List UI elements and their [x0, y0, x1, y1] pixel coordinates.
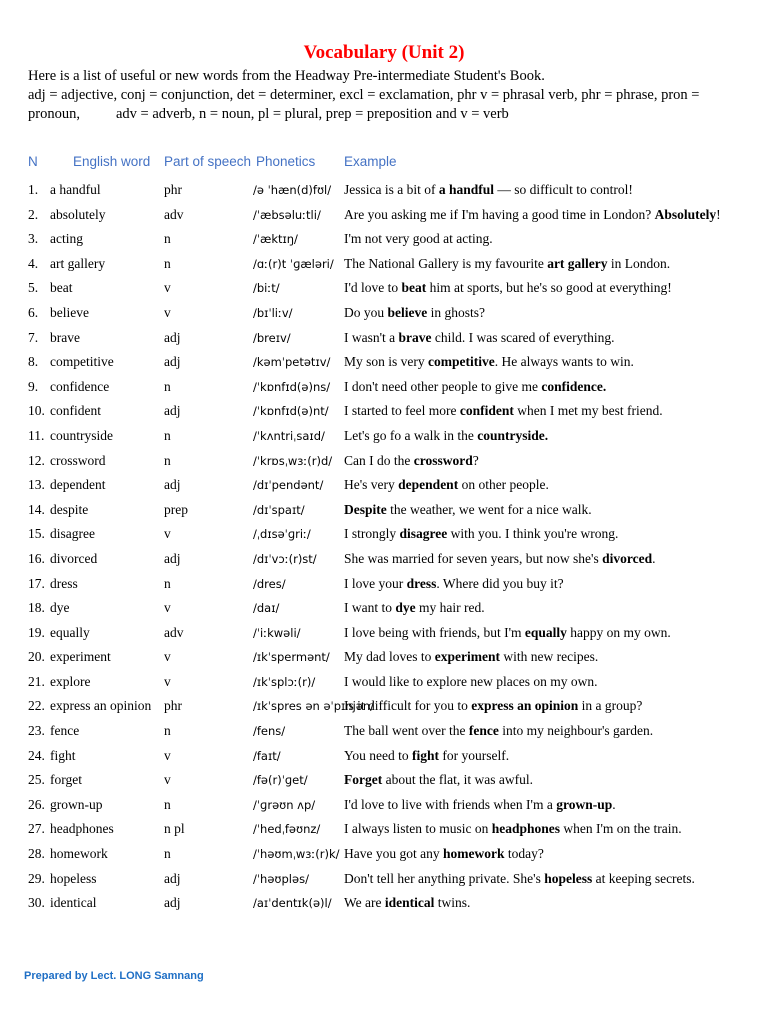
example-keyword: dress — [406, 575, 437, 591]
english-word: homework — [50, 846, 108, 862]
row-number: 3. — [28, 231, 39, 247]
row-number: 18. — [28, 600, 45, 616]
abbreviation-key: adj = adjective, conj = conjunction, det = determiner, excl = exclamation, phr v = phrasal verb, phr = phrase, pron = — [28, 87, 700, 103]
table-row — [0, 305, 768, 330]
part-of-speech: n — [164, 575, 171, 591]
part-of-speech: n — [164, 255, 171, 271]
english-word: hopeless — [50, 870, 97, 886]
example-sentence — [344, 477, 549, 493]
row-number: 13. — [28, 477, 45, 493]
example-sentence — [344, 723, 653, 739]
english-word: acting — [50, 231, 83, 247]
header-part-of-speech: Part of speech — [164, 154, 252, 169]
example-text: I'd love to live with friends when I'm a — [344, 796, 557, 812]
example-sentence — [344, 576, 564, 592]
example-sentence — [344, 772, 533, 788]
phonetics: /ə ˈhæn(d)fʊl/ — [253, 183, 332, 197]
english-word: dependent — [50, 477, 106, 493]
part-of-speech: v — [164, 600, 171, 616]
part-of-speech: n pl — [164, 821, 185, 837]
example-sentence — [344, 330, 614, 346]
part-of-speech: phr — [164, 698, 182, 714]
abbreviation-key-cont — [28, 105, 748, 124]
row-number: 19. — [28, 624, 45, 640]
table-row — [0, 379, 768, 404]
example-text: — so difficult to control! — [494, 182, 633, 197]
example-text: Don't tell her anything private. She's — [344, 870, 545, 886]
example-sentence — [344, 698, 642, 714]
phonetics: /ˈhəʊpləs/ — [253, 871, 309, 886]
part-of-speech: adj — [164, 354, 181, 370]
table-row — [0, 330, 768, 355]
phonetics: /biːt/ — [253, 281, 280, 296]
table-row — [0, 871, 768, 896]
english-word: fence — [50, 723, 80, 739]
english-word: a handful — [50, 182, 101, 197]
example-sentence — [344, 403, 663, 419]
example-sentence — [344, 551, 656, 567]
english-word: fight — [50, 747, 76, 763]
example-text: child. I was scared of everything. — [431, 329, 615, 345]
example-keyword: disagree — [399, 526, 448, 542]
example-text: I would like to explore new places on my own. — [344, 673, 598, 689]
english-word: identical — [50, 895, 97, 911]
example-text: We are — [344, 895, 385, 911]
example-keyword: grown-up — [556, 796, 613, 812]
example-keyword: dependent — [398, 477, 459, 493]
example-text: I love being with friends, but I'm — [344, 624, 525, 640]
row-number: 10. — [28, 403, 45, 419]
example-text: My dad loves to — [344, 649, 435, 665]
example-sentence — [344, 871, 695, 887]
row-number: 14. — [28, 501, 45, 517]
english-word: art gallery — [50, 255, 106, 271]
phonetics: /faɪt/ — [253, 748, 281, 763]
example-sentence — [344, 207, 721, 223]
example-keyword: Absolutely — [654, 206, 717, 222]
example-keyword: Despite — [344, 501, 387, 517]
part-of-speech: adj — [164, 550, 181, 566]
example-keyword: confidence. — [541, 378, 607, 394]
part-of-speech: v — [164, 673, 171, 689]
row-number: 27. — [28, 821, 45, 837]
example-sentence — [344, 428, 548, 444]
example-text: ? — [472, 452, 479, 468]
row-number: 25. — [28, 772, 45, 788]
phonetics: /ˌdɪsəˈɡriː/ — [253, 527, 311, 542]
example-sentence — [344, 600, 485, 616]
part-of-speech: v — [164, 526, 171, 542]
table-row — [0, 649, 768, 674]
example-text: with new recipes. — [499, 649, 599, 665]
english-word: express an opinion — [50, 698, 152, 714]
table-row — [0, 698, 768, 723]
phonetics: /ˈɡrəʊn ʌp/ — [253, 797, 316, 812]
english-word: competitive — [50, 354, 114, 370]
table-header — [0, 154, 768, 174]
row-number: 6. — [28, 304, 39, 320]
table-row — [0, 453, 768, 478]
example-text: Have you got any — [344, 846, 443, 862]
example-keyword: hopeless — [544, 870, 593, 886]
part-of-speech: adj — [164, 329, 181, 345]
example-keyword: fight — [412, 747, 440, 763]
part-of-speech: v — [164, 280, 171, 296]
part-of-speech: n — [164, 452, 171, 468]
header-phonetics: Phonetics — [256, 154, 316, 169]
part-of-speech: v — [164, 649, 171, 665]
phonetics: /ɪkˈspres ən əˈpɪnjən/ — [253, 699, 375, 714]
example-sentence — [344, 231, 493, 247]
footer-credit: Prepared by Lect. LONG Samnang — [24, 970, 204, 982]
example-keyword: experiment — [434, 649, 500, 665]
example-keyword: countryside. — [477, 427, 549, 443]
english-word: absolutely — [50, 206, 106, 222]
example-text: when I met my best friend. — [513, 403, 663, 419]
example-text: for yourself. — [439, 747, 510, 763]
row-number: 15. — [28, 526, 45, 542]
part-of-speech: v — [164, 772, 171, 788]
row-number: 29. — [28, 870, 45, 886]
row-number: 26. — [28, 796, 45, 812]
example-keyword: competitive — [428, 354, 495, 370]
phonetics: /dɪˈspaɪt/ — [253, 502, 305, 517]
example-text: him at sports, but he's so good at everything! — [426, 280, 672, 296]
part-of-speech: adj — [164, 870, 181, 886]
example-text: He's very — [344, 477, 399, 493]
english-word: equally — [50, 624, 90, 640]
example-text: The National Gallery is my favourite — [344, 255, 548, 271]
example-keyword: fence — [468, 723, 499, 739]
phonetics: /dɪˈvɔː(r)st/ — [253, 551, 317, 566]
table-row — [0, 600, 768, 625]
phonetics: /ˈkɒnfɪd(ə)ns/ — [253, 379, 331, 394]
example-text: Is it difficult for you to — [344, 698, 472, 714]
example-text: I love your — [344, 575, 407, 591]
table-row — [0, 403, 768, 428]
header-example: Example — [344, 154, 397, 169]
example-text: I wasn't a — [344, 329, 399, 345]
example-keyword: divorced — [602, 550, 653, 566]
example-keyword: beat — [401, 280, 427, 296]
example-text: with you. I think you're wrong. — [447, 526, 619, 542]
part-of-speech: phr — [164, 182, 182, 197]
example-text: . — [652, 550, 656, 566]
example-keyword: identical — [384, 895, 435, 911]
example-text: in ghosts? — [427, 304, 486, 320]
part-of-speech: adj — [164, 895, 181, 911]
english-word: despite — [50, 501, 89, 517]
example-text: I always listen to music on — [344, 821, 492, 837]
example-text: on other people. — [458, 477, 549, 493]
table-row — [0, 551, 768, 576]
example-text: I'd love to — [344, 280, 402, 296]
row-number: 28. — [28, 846, 45, 862]
example-sentence — [344, 280, 672, 296]
phonetics: /ˈæktɪŋ/ — [253, 232, 298, 247]
example-sentence — [344, 895, 470, 911]
example-text: the weather, we went for a nice walk. — [386, 501, 592, 517]
example-keyword: express an opinion — [471, 698, 579, 714]
row-number: 11. — [28, 427, 45, 443]
example-text: in a group? — [578, 698, 643, 714]
table-row — [0, 280, 768, 305]
phonetics: /bɪˈliːv/ — [253, 305, 293, 320]
english-word: explore — [50, 673, 91, 689]
example-sentence — [344, 821, 682, 837]
example-text: Let's go fo a walk in the — [344, 427, 478, 443]
row-number: 9. — [28, 378, 39, 394]
abbrev-rest: adv = adverb, n = noun, pl = plural, prep = preposition and v = verb — [115, 106, 509, 122]
example-keyword: believe — [387, 304, 428, 320]
table-row — [0, 821, 768, 846]
table-row — [0, 354, 768, 379]
example-sentence — [344, 797, 616, 813]
row-number: 16. — [28, 550, 45, 566]
example-text: my hair red. — [415, 600, 485, 616]
english-word: confidence — [50, 378, 110, 394]
row-number: 2. — [28, 206, 39, 222]
table-row — [0, 256, 768, 281]
row-number: 4. — [28, 255, 39, 271]
intro-line: Here is a list of useful or new words from the Headway Pre-intermediate Student's Book. — [28, 68, 545, 84]
example-keyword: a handful — [438, 182, 495, 197]
example-text: at keeping secrets. — [592, 870, 695, 886]
example-sentence — [344, 256, 670, 272]
phonetics: /dres/ — [253, 576, 286, 591]
english-word: dress — [50, 575, 78, 591]
example-sentence — [344, 182, 633, 198]
phonetics: /ˈæbsəluːtli/ — [253, 207, 321, 222]
english-word: crossword — [50, 452, 106, 468]
part-of-speech: n — [164, 846, 171, 862]
row-number: 23. — [28, 723, 45, 739]
table-row — [0, 846, 768, 871]
example-text: The ball went over the — [344, 723, 469, 739]
english-word: believe — [50, 304, 89, 320]
phonetics: /ˈkrɒsˌwɜː(r)d/ — [253, 453, 333, 468]
phonetics: /ˈkɒnfɪd(ə)nt/ — [253, 404, 329, 419]
english-word: countryside — [50, 427, 113, 443]
example-text: . — [612, 796, 616, 812]
part-of-speech: adv — [164, 206, 184, 222]
phonetics: /ˈiːkwəli/ — [253, 625, 301, 640]
phonetics: /ɑː(r)t ˈɡæləri/ — [253, 256, 334, 271]
table-row — [0, 231, 768, 256]
english-word: dye — [50, 600, 70, 616]
example-text: My son is very — [344, 354, 428, 370]
english-word: confident — [50, 403, 101, 419]
example-sentence — [344, 526, 618, 542]
example-text: into my neighbour's garden. — [498, 723, 654, 739]
row-number: 17. — [28, 575, 45, 591]
example-sentence — [344, 305, 485, 321]
abbrev-pronoun: pronoun, — [28, 106, 80, 122]
phonetics: /ˈkʌntriˌsaɪd/ — [253, 428, 325, 443]
part-of-speech: n — [164, 231, 171, 247]
row-number: 12. — [28, 452, 45, 468]
example-text: I'm not very good at acting. — [344, 231, 493, 247]
example-text: I want to — [344, 600, 396, 616]
example-text: today? — [504, 846, 544, 862]
example-sentence — [344, 846, 544, 862]
example-text: Jessica is a bit of — [344, 182, 439, 197]
phonetics: /kəmˈpetətɪv/ — [253, 355, 331, 370]
english-word: divorced — [50, 550, 98, 566]
table-row — [0, 182, 768, 207]
row-number: 5. — [28, 280, 39, 296]
example-keyword: Forget — [344, 772, 383, 788]
part-of-speech: n — [164, 378, 171, 394]
table-row — [0, 772, 768, 797]
example-sentence — [344, 453, 479, 469]
example-text: She was married for seven years, but now she's — [344, 550, 603, 566]
phonetics: /fə(r)ˈɡet/ — [253, 773, 308, 788]
example-sentence — [344, 649, 598, 665]
part-of-speech: n — [164, 723, 171, 739]
example-sentence — [344, 354, 634, 370]
example-text: in London. — [607, 255, 671, 271]
table-row — [0, 723, 768, 748]
example-text: I don't need other people to give me — [344, 378, 542, 394]
row-number: 1. — [28, 182, 39, 197]
table-row — [0, 526, 768, 551]
example-keyword: crossword — [413, 452, 473, 468]
example-text: You need to — [344, 747, 413, 763]
part-of-speech: v — [164, 304, 171, 320]
example-text: Are you asking me if I'm having a good time in London? — [344, 206, 655, 222]
row-number: 22. — [28, 698, 45, 714]
example-text: when I'm on the train. — [560, 821, 682, 837]
example-text: happy on my own. — [566, 624, 671, 640]
phonetics: /ɪkˈspermənt/ — [253, 650, 330, 665]
example-sentence — [344, 748, 509, 764]
english-word: headphones — [50, 821, 114, 837]
row-number: 20. — [28, 649, 45, 665]
table-row — [0, 748, 768, 773]
part-of-speech: adj — [164, 477, 181, 493]
example-keyword: headphones — [491, 821, 561, 837]
row-number: 24. — [28, 747, 45, 763]
example-text: . Where did you buy it? — [436, 575, 564, 591]
row-number: 7. — [28, 329, 39, 345]
example-text: Can I do the — [344, 452, 414, 468]
example-text: . He always wants to win. — [494, 354, 634, 370]
english-word: beat — [50, 280, 73, 296]
example-text: I started to feel more — [344, 403, 460, 419]
example-text: ! — [716, 206, 721, 222]
row-number: 30. — [28, 895, 45, 911]
part-of-speech: prep — [164, 501, 188, 517]
english-word: brave — [50, 329, 80, 345]
phonetics: /ɪkˈsplɔː(r)/ — [253, 674, 316, 689]
phonetics: /dɪˈpendənt/ — [253, 478, 324, 493]
example-keyword: confident — [459, 403, 514, 419]
english-word: experiment — [50, 649, 111, 665]
phonetics: /ˈhedˌfəʊnz/ — [253, 822, 321, 837]
phonetics: /breɪv/ — [253, 330, 291, 345]
example-sentence — [344, 625, 671, 641]
table-row — [0, 576, 768, 601]
part-of-speech: n — [164, 427, 171, 443]
example-sentence — [344, 379, 606, 395]
example-keyword: art gallery — [547, 255, 608, 271]
example-text: about the flat, it was awful. — [382, 772, 533, 788]
phonetics: /aɪˈdentɪk(ə)l/ — [253, 896, 332, 911]
english-word: forget — [50, 772, 82, 788]
phonetics: /fens/ — [253, 724, 286, 739]
table-row — [0, 674, 768, 699]
phonetics: /daɪ/ — [253, 601, 280, 616]
example-keyword: dye — [395, 600, 416, 616]
intro-text — [28, 67, 748, 124]
vocabulary-table — [0, 182, 768, 920]
phonetics: /ˈhəʊmˌwɜː(r)k/ — [253, 847, 340, 862]
part-of-speech: n — [164, 796, 171, 812]
example-keyword: homework — [442, 846, 505, 862]
example-keyword: equally — [524, 624, 567, 640]
table-row — [0, 895, 768, 920]
table-row — [0, 502, 768, 527]
table-row — [0, 428, 768, 453]
example-text: I strongly — [344, 526, 400, 542]
english-word: disagree — [50, 526, 95, 542]
table-row — [0, 477, 768, 502]
table-row — [0, 625, 768, 650]
table-row — [0, 797, 768, 822]
part-of-speech: adv — [164, 624, 184, 640]
example-sentence — [344, 502, 592, 518]
header-n: N — [28, 154, 38, 169]
part-of-speech: adj — [164, 403, 181, 419]
table-row — [0, 207, 768, 232]
english-word: grown-up — [50, 796, 103, 812]
example-text: Do you — [344, 304, 388, 320]
row-number: 21. — [28, 673, 45, 689]
page-title: Vocabulary (Unit 2) — [303, 42, 465, 63]
example-sentence — [344, 674, 597, 690]
part-of-speech: v — [164, 747, 171, 763]
example-keyword: brave — [398, 329, 432, 345]
example-text: twins. — [434, 895, 471, 911]
row-number: 8. — [28, 354, 39, 370]
header-english-word: English word — [73, 154, 151, 169]
